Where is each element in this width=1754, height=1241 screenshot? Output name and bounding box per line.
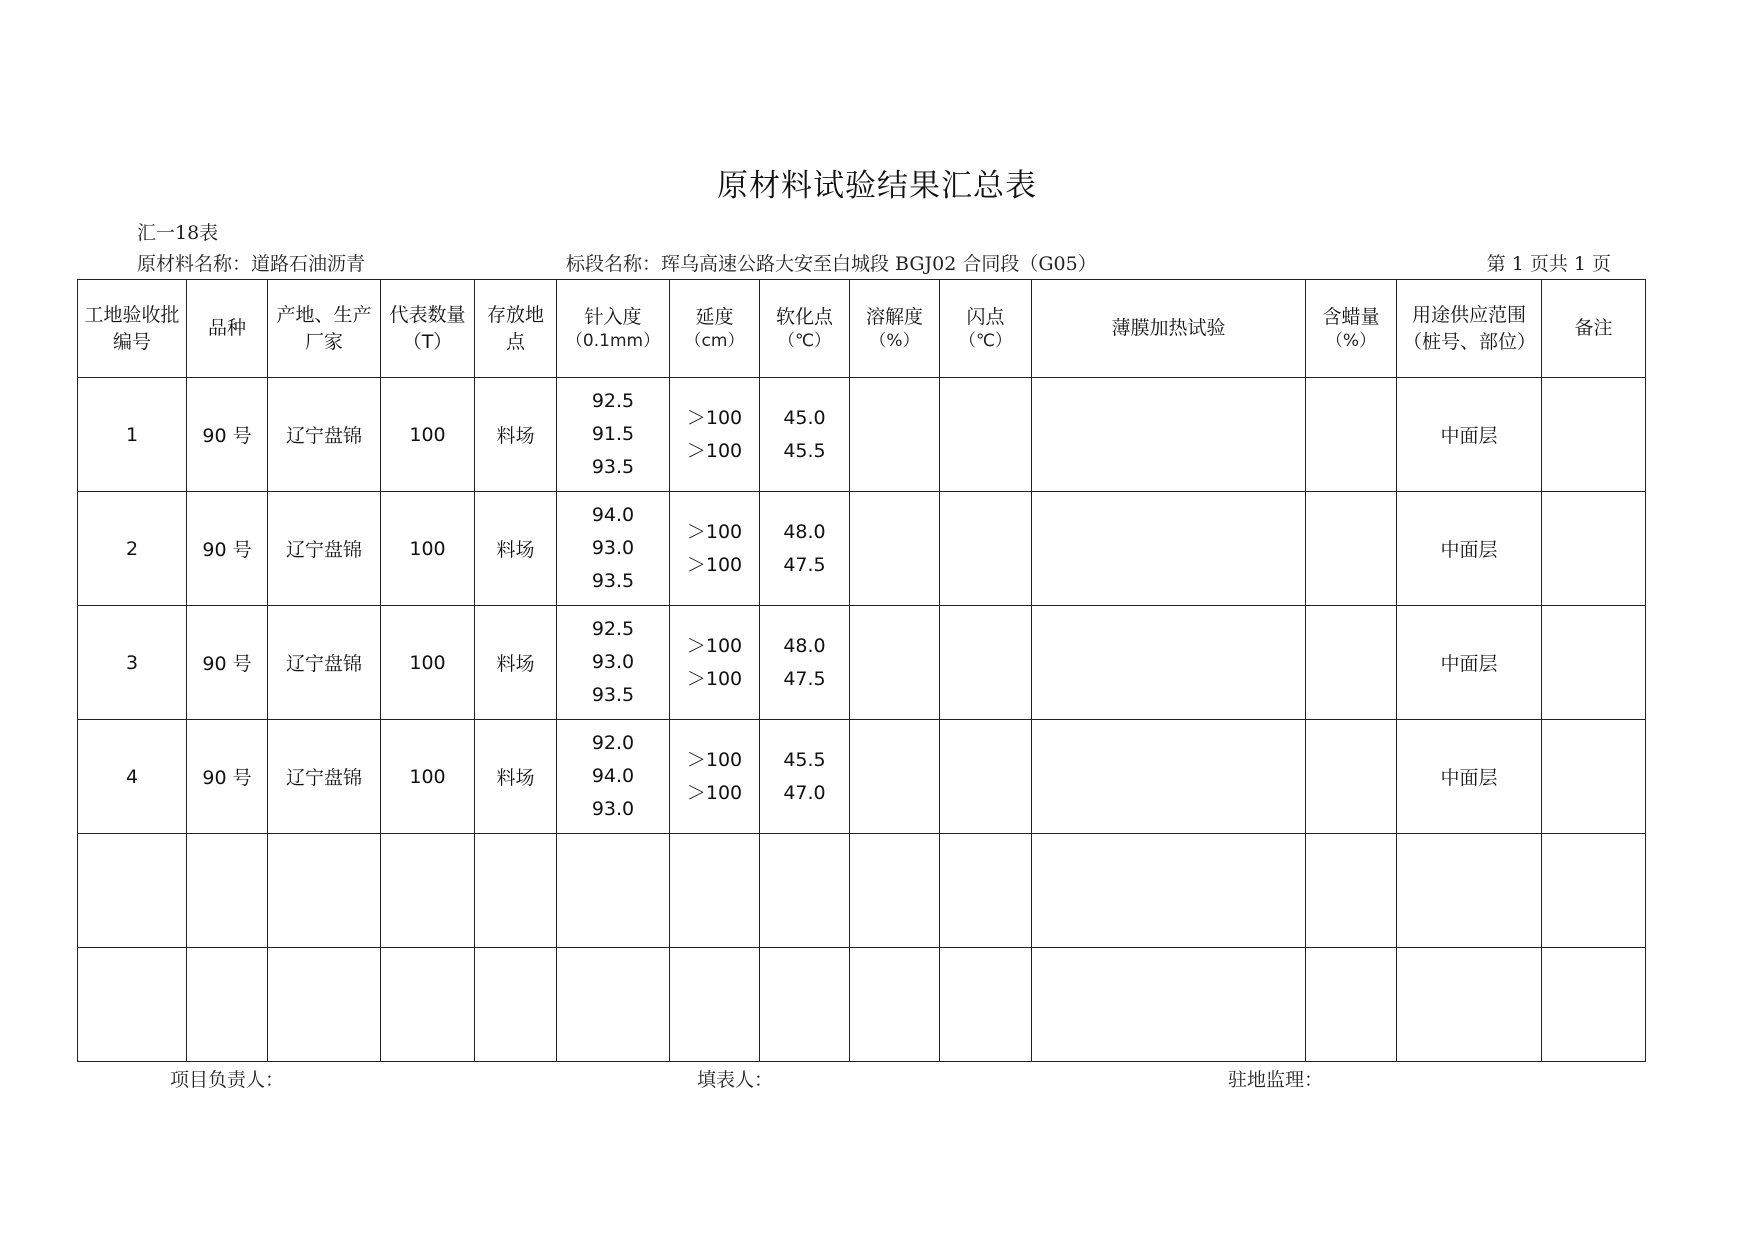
cell-quantity	[381, 948, 475, 1062]
header-ductility-unit: （cm）	[684, 330, 745, 351]
cell-origin: 辽宁盘锦	[268, 492, 381, 606]
form-filler-label: 填表人：	[697, 1069, 774, 1091]
cell-penetration-value: 93.5	[591, 684, 635, 706]
header-softening-point	[760, 280, 850, 378]
cell-ductility	[670, 720, 760, 834]
cell-film-heating	[1032, 834, 1306, 948]
cell-remarks	[1542, 948, 1646, 1062]
cell-usage: 中面层	[1397, 378, 1542, 492]
cell-origin: 辽宁盘锦	[268, 720, 381, 834]
cell-flash-point	[940, 606, 1032, 720]
cell-origin	[268, 834, 381, 948]
cell-variety: 90 号	[187, 492, 268, 606]
cell-ductility-value: ＞100	[686, 406, 743, 429]
cell-softening-point-value: 47.0	[783, 781, 826, 804]
cell-solubility	[850, 492, 940, 606]
cell-wax-content	[1306, 720, 1397, 834]
cell-usage: 中面层	[1397, 492, 1542, 606]
cell-quantity: 100	[381, 606, 475, 720]
cell-softening-point-value: 47.5	[783, 553, 826, 576]
cell-solubility	[850, 948, 940, 1062]
table-body	[78, 378, 1646, 1062]
cell-penetration	[557, 948, 670, 1062]
header-softening-point-unit: （℃）	[777, 330, 832, 351]
cell-film-heating	[1032, 378, 1306, 492]
cell-softening-point-value: 45.5	[783, 439, 826, 462]
cell-solubility	[850, 378, 940, 492]
cell-penetration-value: 94.0	[591, 504, 635, 526]
cell-storage	[475, 948, 557, 1062]
header-flash-point-unit: （℃）	[958, 330, 1013, 351]
cell-softening-point-value: 45.0	[783, 406, 826, 429]
cell-ductility	[670, 606, 760, 720]
header-flash-point	[940, 280, 1032, 378]
table-row	[78, 606, 1646, 720]
header-flash-point-label: 闪点	[966, 305, 1005, 328]
cell-penetration-value: 93.0	[591, 798, 635, 820]
cell-penetration-value: 93.0	[591, 537, 635, 559]
cell-softening-point	[760, 834, 850, 948]
cell-variety: 90 号	[187, 606, 268, 720]
cell-remarks	[1542, 378, 1646, 492]
header-ductility	[670, 280, 760, 378]
cell-remarks	[1542, 606, 1646, 720]
header-variety	[187, 280, 268, 378]
cell-storage: 料场	[475, 606, 557, 720]
cell-usage	[1397, 834, 1542, 948]
cell-penetration-value: 93.5	[591, 456, 635, 478]
header-film-heating	[1032, 280, 1306, 378]
header-origin-label: 产地、生产厂家	[276, 304, 372, 353]
table-row	[78, 834, 1646, 948]
cell-flash-point	[940, 378, 1032, 492]
cell-ductility	[670, 492, 760, 606]
cell-film-heating	[1032, 720, 1306, 834]
header-quantity-label: 代表数量（T）	[389, 304, 466, 353]
cell-quantity: 100	[381, 720, 475, 834]
cell-ductility	[670, 834, 760, 948]
cell-ductility-value: ＞100	[686, 520, 743, 543]
header-solubility-unit: （%）	[869, 330, 920, 351]
cell-batch-no: 4	[78, 720, 187, 834]
cell-film-heating	[1032, 492, 1306, 606]
header-batch-no	[78, 280, 187, 378]
section-name: 标段名称：珲乌高速公路大安至白城段 BGJ02 合同段（G05）	[566, 253, 1097, 275]
cell-quantity: 100	[381, 492, 475, 606]
header-solubility	[850, 280, 940, 378]
material-name: 原材料名称：道路石油沥青	[137, 253, 366, 275]
cell-batch-no	[78, 948, 187, 1062]
header-remarks-label: 备注	[1574, 317, 1613, 340]
cell-origin: 辽宁盘锦	[268, 378, 381, 492]
header-remarks	[1542, 280, 1646, 378]
cell-variety: 90 号	[187, 720, 268, 834]
header-usage-label: 用途供应范围（桩号、部位）	[1403, 304, 1537, 353]
cell-origin: 辽宁盘锦	[268, 606, 381, 720]
page-title: 原材料试验结果汇总表	[717, 168, 1037, 204]
results-table	[77, 279, 1646, 1062]
cell-wax-content	[1306, 948, 1397, 1062]
cell-penetration	[557, 492, 670, 606]
table-row	[78, 378, 1646, 492]
header-batch-no-label: 工地验收批编号	[84, 304, 180, 353]
cell-film-heating	[1032, 948, 1306, 1062]
cell-wax-content	[1306, 606, 1397, 720]
cell-storage: 料场	[475, 378, 557, 492]
cell-solubility	[850, 720, 940, 834]
header-storage	[475, 280, 557, 378]
cell-softening-point-value: 48.0	[783, 520, 826, 543]
header-wax-content-label: 含蜡量	[1322, 305, 1380, 328]
cell-softening-point	[760, 720, 850, 834]
header-wax-content	[1306, 280, 1397, 378]
cell-variety	[187, 834, 268, 948]
cell-ductility-value: ＞100	[686, 781, 743, 804]
cell-variety	[187, 948, 268, 1062]
header-wax-content-unit: （%）	[1325, 330, 1377, 351]
header-solubility-label: 溶解度	[865, 305, 923, 328]
cell-penetration-value: 93.5	[591, 570, 635, 592]
cell-penetration-value: 92.0	[591, 732, 635, 754]
cell-softening-point	[760, 492, 850, 606]
cell-remarks	[1542, 720, 1646, 834]
cell-usage: 中面层	[1397, 606, 1542, 720]
cell-flash-point	[940, 720, 1032, 834]
cell-softening-point-value: 48.0	[783, 634, 826, 657]
cell-quantity	[381, 834, 475, 948]
cell-batch-no	[78, 834, 187, 948]
cell-wax-content	[1306, 378, 1397, 492]
cell-wax-content	[1306, 834, 1397, 948]
form-code: 汇一18表	[137, 222, 219, 244]
cell-batch-no: 1	[78, 378, 187, 492]
cell-ductility	[670, 378, 760, 492]
header-penetration-unit: （0.1mm）	[565, 330, 661, 351]
cell-softening-point-value: 47.5	[783, 667, 826, 690]
header-origin	[268, 280, 381, 378]
cell-ductility-value: ＞100	[686, 439, 743, 462]
cell-flash-point	[940, 834, 1032, 948]
cell-ductility-value: ＞100	[686, 667, 743, 690]
cell-flash-point	[940, 948, 1032, 1062]
site-supervisor-label: 驻地监理：	[1228, 1069, 1324, 1091]
cell-storage	[475, 834, 557, 948]
header-softening-point-label: 软化点	[775, 305, 833, 328]
cell-batch-no: 3	[78, 606, 187, 720]
table-row	[78, 948, 1646, 1062]
cell-solubility	[850, 606, 940, 720]
header-row	[78, 280, 1646, 378]
cell-ductility-value: ＞100	[686, 634, 743, 657]
table-row	[78, 720, 1646, 834]
header-variety-label: 品种	[207, 317, 246, 340]
cell-penetration	[557, 720, 670, 834]
cell-variety: 90 号	[187, 378, 268, 492]
cell-penetration-value: 93.0	[591, 651, 635, 673]
cell-solubility	[850, 834, 940, 948]
cell-penetration-value: 92.5	[591, 618, 635, 640]
header-usage	[1397, 280, 1542, 378]
cell-usage: 中面层	[1397, 720, 1542, 834]
table-row	[78, 492, 1646, 606]
cell-penetration	[557, 378, 670, 492]
cell-quantity: 100	[381, 378, 475, 492]
cell-origin	[268, 948, 381, 1062]
header-quantity	[381, 280, 475, 378]
cell-penetration	[557, 606, 670, 720]
cell-ductility-value: ＞100	[686, 553, 743, 576]
cell-storage: 料场	[475, 492, 557, 606]
cell-usage	[1397, 948, 1542, 1062]
cell-remarks	[1542, 492, 1646, 606]
cell-wax-content	[1306, 492, 1397, 606]
cell-flash-point	[940, 492, 1032, 606]
cell-softening-point-value: 45.5	[783, 748, 826, 771]
header-storage-label: 存放地点	[486, 304, 544, 353]
cell-penetration-value: 94.0	[591, 765, 635, 787]
cell-softening-point	[760, 378, 850, 492]
cell-batch-no: 2	[78, 492, 187, 606]
cell-film-heating	[1032, 606, 1306, 720]
header-penetration-label: 针入度	[584, 305, 642, 328]
cell-remarks	[1542, 834, 1646, 948]
cell-penetration	[557, 834, 670, 948]
header-film-heating-label: 薄膜加热试验	[1111, 317, 1226, 340]
cell-penetration-value: 91.5	[591, 423, 635, 445]
cell-softening-point	[760, 606, 850, 720]
cell-ductility-value: ＞100	[686, 748, 743, 771]
cell-softening-point	[760, 948, 850, 1062]
cell-penetration-value: 92.5	[591, 390, 635, 412]
cell-storage: 料场	[475, 720, 557, 834]
cell-ductility	[670, 948, 760, 1062]
header-ductility-label: 延度	[695, 305, 734, 328]
page-number: 第 1 页共 1 页	[1486, 253, 1611, 275]
header-penetration	[557, 280, 670, 378]
project-manager-label: 项目负责人：	[170, 1069, 285, 1091]
